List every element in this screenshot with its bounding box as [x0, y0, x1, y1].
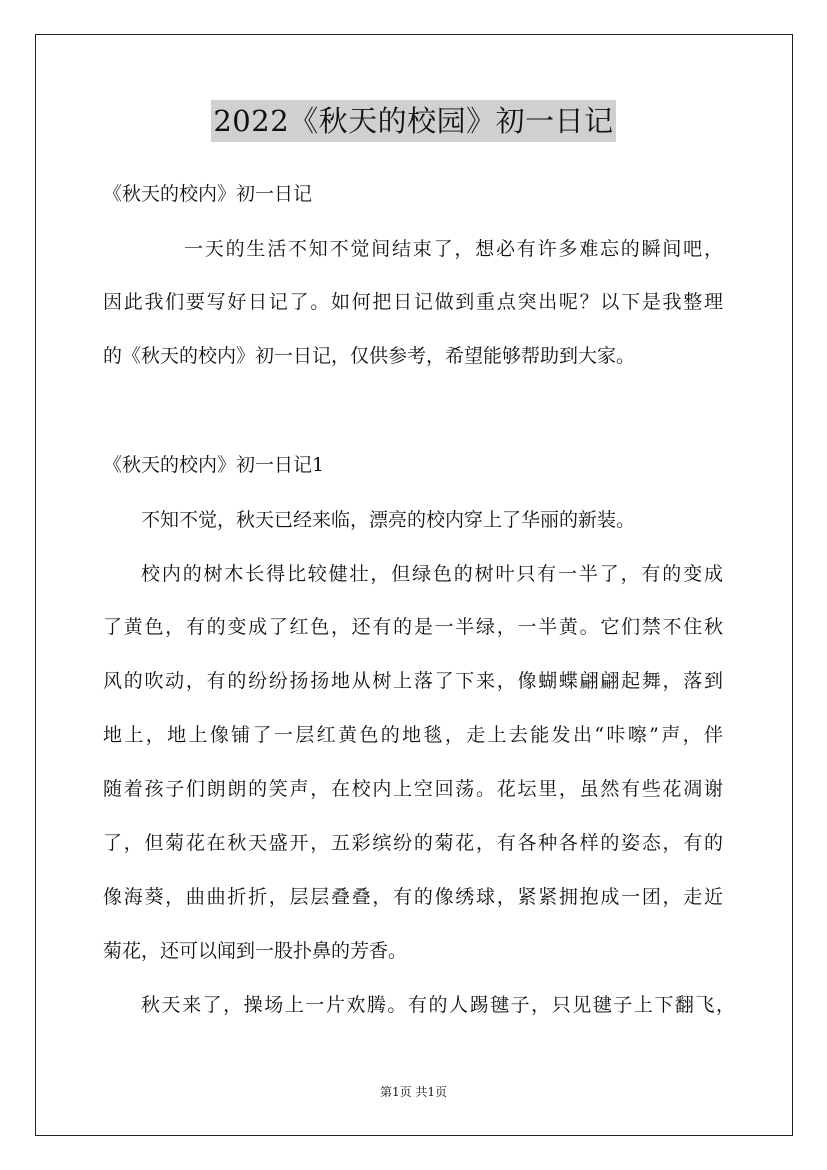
intro-line-3: 的《秋天的校内》初一日记，仅供参考，希望能够帮助到大家。: [103, 345, 636, 367]
paragraph-2-line-4: 地上，地上像铺了一层红黄色的地毯，走上去能发出“咔嚓”声，伴: [103, 724, 723, 746]
paragraph-1: 不知不觉，秋天已经来临，漂亮的校内穿上了华丽的新装。: [141, 509, 636, 531]
paragraph-2-line-1: 校内的树木长得比较健壮，但绿色的树叶只有一半了，有的变成: [141, 563, 723, 585]
intro-line-2: 因此我们要写好日记了。如何把日记做到重点突出呢？以下是我整理: [103, 291, 723, 313]
paragraph-2-line-8: 菊花，还可以闻到一股扑鼻的芳香。: [103, 940, 408, 962]
paragraph-2-line-5: 随着孩子们朗朗的笑声，在校内上空回荡。花坛里，虽然有些花凋谢: [103, 778, 723, 800]
page-footer: 第1页 共1页: [379, 1085, 448, 1099]
paragraph-2-line-7: 像海葵，曲曲折折，层层叠叠，有的像绣球，紧紧拥抱成一团，走近: [103, 886, 723, 908]
paragraph-2-line-2: 了黄色，有的变成了红色，还有的是一半绿，一半黄。它们禁不住秋: [103, 616, 723, 638]
section-heading: 《秋天的校内》初一日记1: [103, 454, 325, 476]
paragraph-2-line-6: 了，但菊花在秋天盛开，五彩缤纷的菊花，有各种各样的姿态，有的: [103, 832, 723, 854]
document-subtitle: 《秋天的校内》初一日记: [103, 183, 313, 205]
paragraph-2-line-3: 风的吹动，有的纷纷扬扬地从树上落了下来，像蝴蝶翩翩起舞，落到: [103, 670, 723, 692]
intro-line-1: 一天的生活不知不觉间结束了，想必有许多难忘的瞬间吧，: [184, 238, 723, 260]
paragraph-3-line-1: 秋天来了，操场上一片欢腾。有的人踢毽子，只见毽子上下翻飞，: [141, 994, 735, 1016]
title-container: [0, 100, 827, 142]
document-title: 2022《秋天的校园》初一日记: [211, 100, 615, 142]
